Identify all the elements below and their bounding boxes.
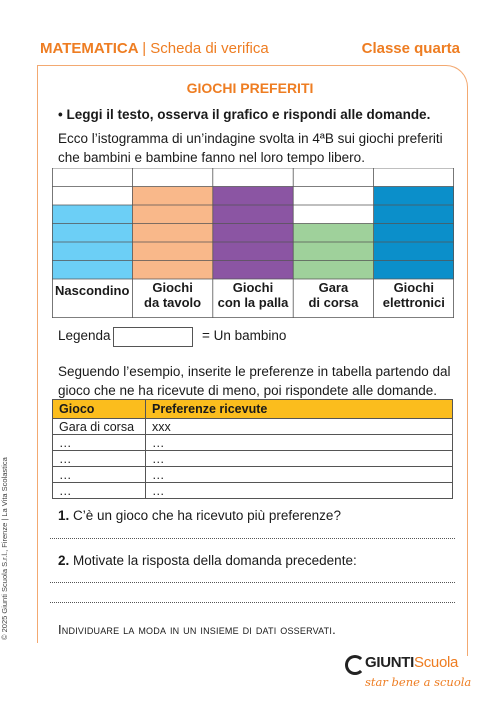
brand-name-bold: GIUNTI bbox=[365, 654, 415, 671]
table-row bbox=[53, 467, 453, 483]
content-frame-left bbox=[37, 65, 38, 643]
table-cell-preferences[interactable]: xxx bbox=[146, 419, 453, 435]
answer-line-3[interactable] bbox=[50, 602, 455, 603]
learning-objective: Individuare la moda in un insieme di dati osservati. bbox=[58, 622, 336, 637]
question-1 bbox=[58, 508, 341, 523]
question-1-text: C’è un gioco che ha ricevuto più preferenze? bbox=[73, 508, 341, 523]
intro-text: Ecco l’istogramma di un’indagine svolta in 4ªB sui giochi preferiti che bambini e bambine fanno nel loro tempo libero. bbox=[58, 131, 443, 165]
legend-equals-text: = Un bambino bbox=[202, 328, 287, 343]
table-cell-game[interactable]: … bbox=[53, 467, 146, 483]
category-label: Giochi bbox=[152, 280, 193, 295]
answer-line-2[interactable] bbox=[50, 582, 455, 583]
giunti-logo-icon bbox=[345, 655, 365, 675]
category-label: Giochi bbox=[393, 280, 435, 295]
subject-title bbox=[40, 40, 269, 57]
page-title: GIOCHI PREFERITI bbox=[186, 80, 314, 96]
table-row bbox=[53, 435, 453, 451]
worksheet-subtitle: Scheda di verifica bbox=[150, 40, 269, 57]
bar-3 bbox=[293, 224, 373, 280]
table-cell-game[interactable]: … bbox=[53, 451, 146, 467]
answer-line-1[interactable] bbox=[50, 538, 455, 539]
category-label: Gara bbox=[318, 280, 349, 295]
category-label: Nascondino bbox=[54, 283, 130, 298]
bar-1 bbox=[132, 187, 212, 280]
table-header-game: Gioco bbox=[53, 400, 146, 419]
table-cell-preferences[interactable]: … bbox=[146, 467, 453, 483]
question-2 bbox=[58, 553, 357, 568]
bar-4 bbox=[374, 187, 454, 280]
table-cell-game[interactable]: Gara di corsa bbox=[53, 419, 146, 435]
subject-label: MATEMATICA bbox=[40, 40, 139, 57]
category-label: di corsa bbox=[308, 295, 359, 310]
table-cell-preferences[interactable]: … bbox=[146, 435, 453, 451]
category-label: elettronici bbox=[382, 295, 445, 310]
brand-name-light: Scuola bbox=[414, 654, 459, 671]
question-2-number: 2. bbox=[58, 553, 70, 568]
table-cell-preferences[interactable]: … bbox=[146, 451, 453, 467]
table-row bbox=[53, 483, 453, 499]
question-1-number: 1. bbox=[58, 508, 70, 523]
preferences-table bbox=[52, 399, 453, 499]
instruction-text: • Leggi il testo, osserva il grafico e rispondi alle domande. bbox=[58, 107, 431, 122]
category-label: Giochi bbox=[232, 280, 274, 295]
table-cell-game[interactable]: … bbox=[53, 483, 146, 499]
header-separator: | bbox=[142, 40, 147, 57]
question-2-text: Motivate la risposta della domanda precedente: bbox=[73, 553, 357, 568]
bar-2 bbox=[213, 187, 293, 280]
page-header bbox=[40, 40, 460, 60]
copyright-notice: © 2025 Giunti Scuola S.r.l., Firenze | La Vita Scolastica bbox=[0, 457, 9, 640]
brand-tagline: star bene a scuola bbox=[365, 675, 472, 689]
brand-name bbox=[365, 654, 458, 671]
table-cell-preferences[interactable]: … bbox=[146, 483, 453, 499]
table-row bbox=[53, 451, 453, 467]
table-cell-game[interactable]: … bbox=[53, 435, 146, 451]
legend-label: Legenda bbox=[58, 328, 111, 343]
histogram-chart bbox=[52, 168, 454, 318]
legend-box[interactable] bbox=[113, 327, 193, 347]
category-label: da tavolo bbox=[144, 295, 202, 310]
table-header-preferences: Preferenze ricevute bbox=[146, 400, 453, 419]
class-label: Classe quarta bbox=[361, 40, 460, 57]
table-row bbox=[53, 419, 453, 435]
category-label: con la palla bbox=[217, 295, 289, 310]
exercise-paragraph: Seguendo l’esempio, inserite le preferenze in tabella partendo dal gioco che ne ha ricevute di meno, poi rispondete alle domande. bbox=[58, 364, 451, 398]
